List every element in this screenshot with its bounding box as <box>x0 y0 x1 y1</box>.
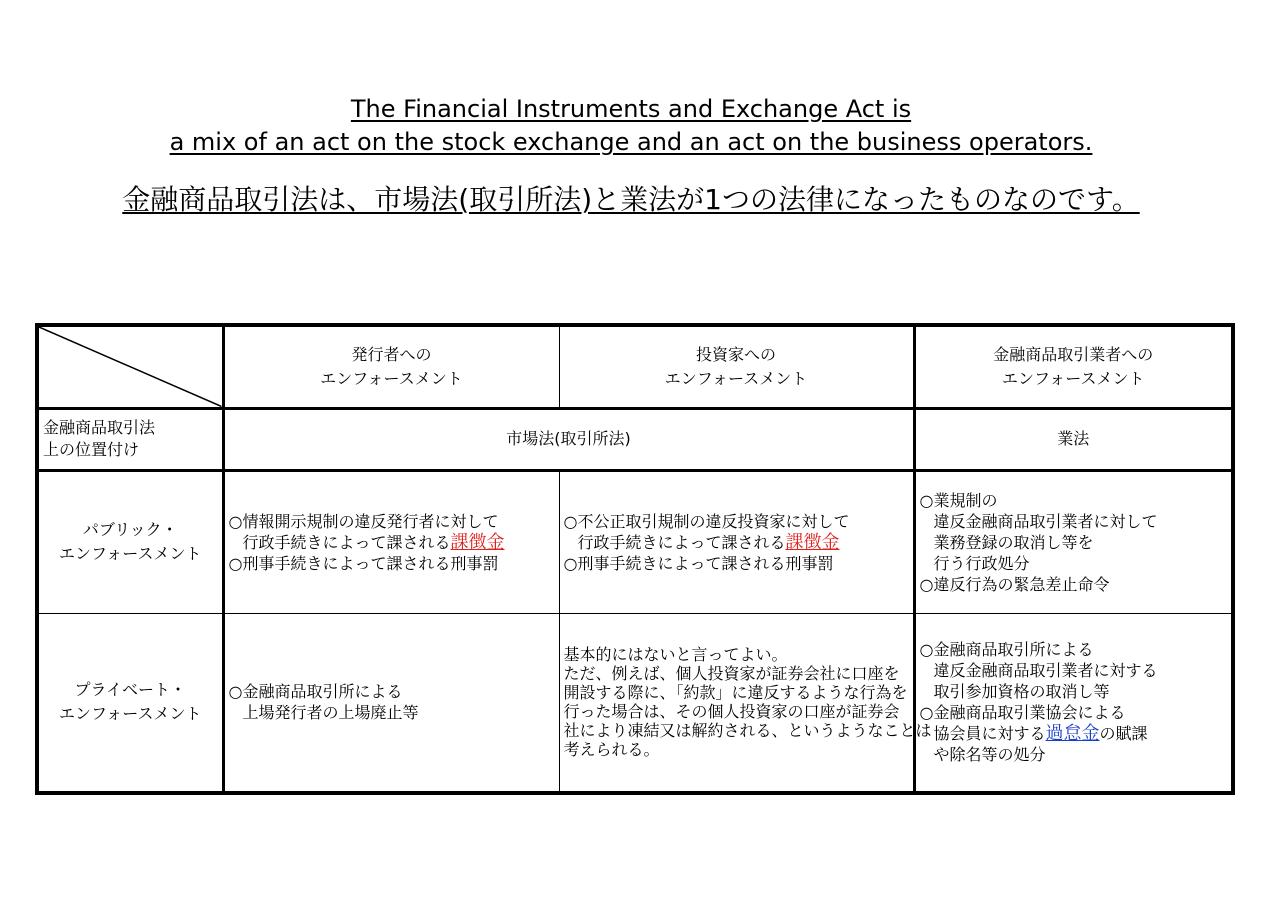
private-business-line1: ○金融商品取引所による <box>919 640 1094 660</box>
header-issuer-line2: エンフォースメント <box>320 368 463 388</box>
private-business-cell <box>914 613 1233 793</box>
private-business-line6: や除名等の処分 <box>933 745 1046 765</box>
position-label-line1: 金融商品取引法 <box>43 418 156 437</box>
private-investor-line6: 考えられる。 <box>563 740 660 760</box>
public-investor-cell <box>559 470 914 613</box>
header-business-line1: 金融商品取引業者への <box>993 344 1154 364</box>
header-business-line2: エンフォースメント <box>1002 368 1145 388</box>
public-label-line2: エンフォースメント <box>59 544 202 563</box>
public-issuer-line2-text: 行政手続きによって課される <box>242 532 451 552</box>
public-issuer-line2 <box>229 532 557 553</box>
private-business-line5 <box>920 723 1230 744</box>
public-issuer-cell <box>223 470 559 613</box>
private-issuer-line1: ○金融商品取引所による <box>228 682 403 702</box>
position-label-line2: 上の位置付け <box>43 440 140 459</box>
public-business-cell <box>914 470 1233 613</box>
header-issuer-line1: 発行者への <box>351 344 432 364</box>
private-business-line2: 違反金融商品取引業者に対する <box>933 661 1158 681</box>
surcharge-highlight: 課徴金 <box>450 531 505 553</box>
private-investor-line1: 基本的にはないと言ってよい。 <box>563 645 788 665</box>
enforcement-table <box>35 323 1235 795</box>
private-investor-line4: 行った場合は、その個人投資家の口座が証券会 <box>563 702 900 722</box>
corner-cell <box>37 325 223 408</box>
public-investor-line1: ○不公正取引規制の違反投資家に対して <box>563 511 850 531</box>
diagonal-line <box>39 327 222 407</box>
private-business-line4: ○金融商品取引業協会による <box>919 703 1126 723</box>
public-issuer-line1: ○情報開示規制の違反発行者に対して <box>228 511 499 531</box>
default-penalty-highlight: 過怠金 <box>1045 723 1100 745</box>
private-investor-line5: 社により凍結又は解約される、というようなことは <box>563 721 932 741</box>
private-investor-line3: 開設する際に、「約款」に違反するような行為を <box>563 683 908 703</box>
surcharge-highlight: 課徴金 <box>785 531 840 553</box>
title-english-line2: a mix of an act on the stock exchange and an act on the business operators. <box>169 128 1093 156</box>
public-business-line2: 違反金融商品取引業者に対して <box>933 511 1158 531</box>
title-japanese: 金融商品取引法は、市場法(取引所法)と業法が1つの法律になったものなのです。 <box>122 183 1140 216</box>
header-investor <box>559 325 914 408</box>
header-investor-line1: 投資家への <box>695 344 776 364</box>
public-investor-line2 <box>564 532 911 553</box>
business-law-cell <box>914 408 1233 470</box>
market-law-cell <box>223 408 914 470</box>
private-business-line5-pre: 協会員に対する <box>933 724 1046 744</box>
public-investor-line3: ○刑事手続きによって課される刑事罰 <box>563 553 834 573</box>
public-business-line3: 業務登録の取消し等を <box>933 532 1094 552</box>
title-english-line1: The Financial Instruments and Exchange Act is <box>350 95 912 123</box>
position-label <box>37 408 223 470</box>
market-law-label: 市場法(取引所法) <box>506 429 631 448</box>
public-issuer-line3: ○刑事手続きによって課される刑事罰 <box>228 553 499 573</box>
private-issuer-cell <box>223 613 559 793</box>
private-business-line3: 取引参加資格の取消し等 <box>933 682 1110 702</box>
private-label-line1: プライベート・ <box>74 680 187 700</box>
public-enforcement-label <box>37 470 223 613</box>
public-business-line1: ○業規制の <box>919 490 998 510</box>
header-investor-line2: エンフォースメント <box>664 368 808 388</box>
header-issuer <box>223 325 559 408</box>
private-enforcement-label <box>37 613 223 793</box>
public-investor-line2-text: 行政手続きによって課される <box>577 532 786 552</box>
public-business-line4: 行う行政処分 <box>933 553 1030 573</box>
header-business <box>914 325 1233 408</box>
public-label-line1: パブリック・ <box>82 520 178 539</box>
business-law-label: 業法 <box>1057 429 1090 448</box>
private-investor-cell <box>559 613 932 793</box>
private-issuer-line2: 上場発行者の上場廃止等 <box>242 703 419 723</box>
private-label-line2: エンフォースメント <box>59 704 202 724</box>
private-business-line5-post: の賦課 <box>1099 724 1148 744</box>
public-business-line5: ○違反行為の緊急差止命令 <box>919 574 1110 594</box>
private-investor-line2: ただ、例えば、個人投資家が証券会社に口座を <box>563 664 900 684</box>
